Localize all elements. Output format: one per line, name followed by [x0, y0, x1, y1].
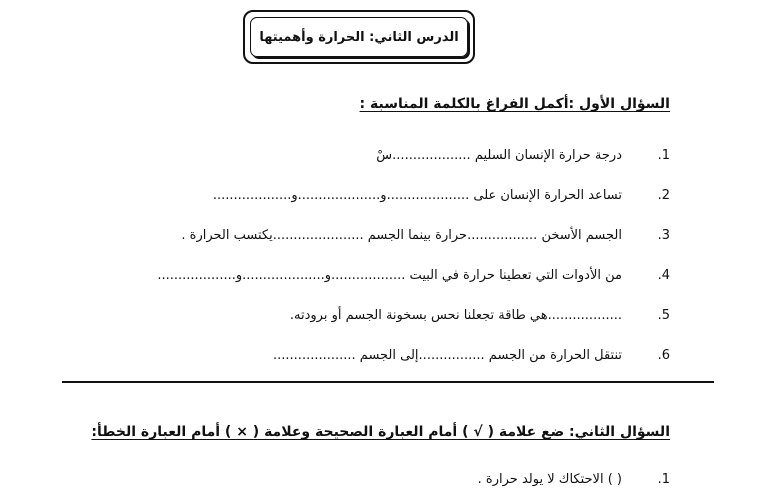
item-text: ( ) الاحتكاك لا يولد حرارة .: [477, 471, 622, 487]
item-number: 6.: [657, 347, 670, 363]
item-text: من الأدوات التي تعطينا حرارة في البيت ..................و....................و...................: [157, 267, 622, 283]
question1-item-2: [50, 184, 670, 206]
lesson-title-inner-frame: [250, 17, 468, 57]
question1-item-6: [50, 344, 670, 366]
question1-heading: السؤال الأول :أكمل الفراغ بالكلمة المناسبة :: [359, 96, 670, 112]
question1-item-4: [50, 264, 670, 286]
question1-item-1: [50, 144, 670, 166]
item-number: 5.: [657, 307, 670, 323]
item-text: درجة حرارة الإنسان السليم ...................سْ: [376, 147, 622, 163]
section-divider: [62, 381, 714, 383]
item-number: 1.: [657, 147, 670, 163]
item-text: الجسم الأسخن .................حرارة بينما الجسم ......................يكتسب الحرارة .: [181, 227, 622, 243]
item-number: 4.: [657, 267, 670, 283]
question1-item-3: [50, 224, 670, 246]
item-text: ..................هي طاقة تجعلنا نحس بسخونة الجسم أو برودته.: [289, 307, 622, 323]
lesson-title-box: [243, 10, 475, 64]
question2-item-1: [50, 468, 670, 490]
item-number: 1.: [657, 471, 670, 487]
question1-item-5: [50, 304, 670, 326]
lesson-title: الدرس الثاني: الحرارة وأهميتها: [259, 29, 459, 45]
question2-heading: السؤال الثاني: ضع علامة ( √ ) أمام العبارة الصحيحة وعلامة ( × ) أمام العبارة الخطأ:: [91, 424, 670, 440]
item-text: تنتقل الحرارة من الجسم ................إلى الجسم ....................: [273, 347, 622, 363]
item-number: 2.: [657, 187, 670, 203]
item-number: 3.: [657, 227, 670, 243]
item-text: تساعد الحرارة الإنسان على ....................و....................و...................: [212, 187, 622, 203]
